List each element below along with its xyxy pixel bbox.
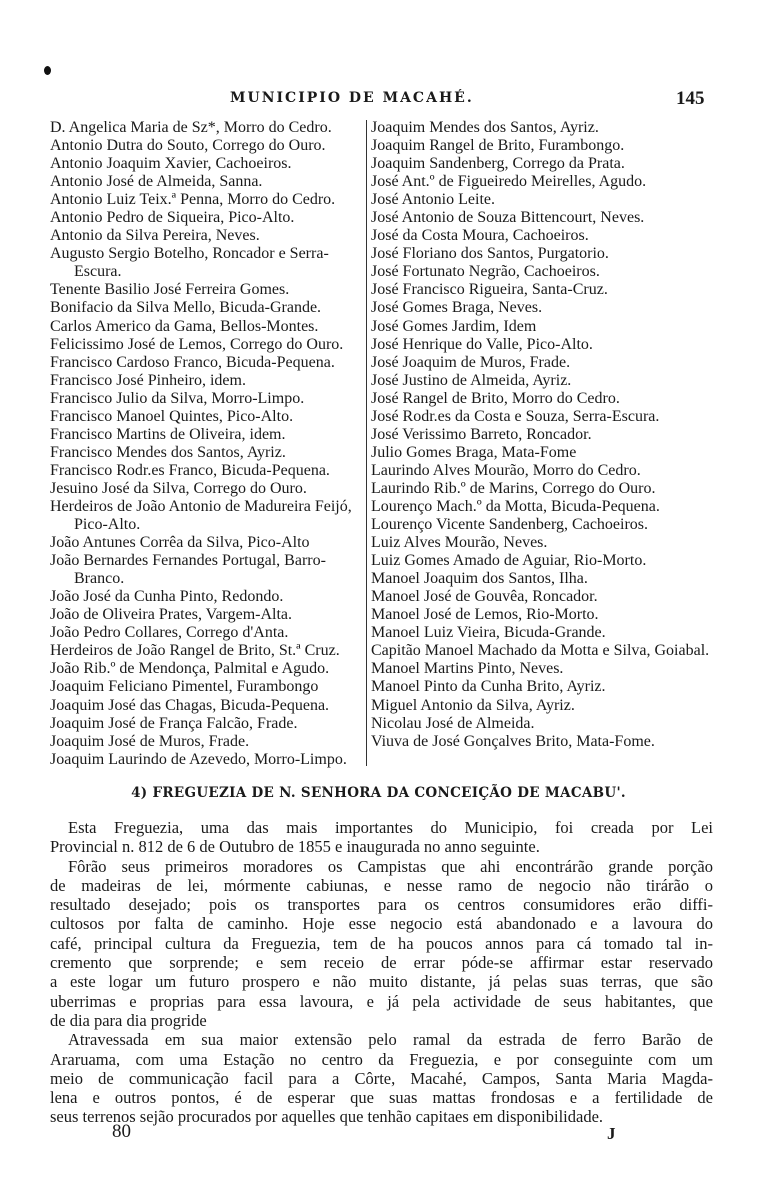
list-entry: Antonio Luiz Teix.ª Penna, Morro do Cedro. <box>50 191 336 209</box>
list-entry: Felicissimo José de Lemos, Corrego do Ouro. <box>50 335 344 353</box>
list-entry: Capitão Manoel Machado da Motta e Silva, Goiabal. <box>371 642 710 660</box>
list-entry: João de Oliveira Prates, Vargem-Alta. <box>50 606 293 624</box>
list-entry: Manoel Pinto da Cunha Brito, Ayriz. <box>371 678 606 696</box>
list-entry: João José da Cunha Pinto, Redondo. <box>50 588 284 606</box>
text-line: seus terrenos sejão procurados por aquelles que tenhão capitaes em disponibilidade. <box>50 1107 604 1127</box>
list-entry: Joaquim Mendes dos Santos, Ayriz. <box>371 119 599 136</box>
text-line: de madeiras de lei, mórmente cabiunas, e nesse ramo de negocio não tirárão o <box>50 875 713 895</box>
list-entry: José Gomes Jardim, Idem <box>371 317 537 335</box>
list-entry: Francisco Mendes dos Santos, Ayriz. <box>50 443 286 461</box>
list-entry: Joaquim José das Chagas, Bicuda-Pequena. <box>50 696 330 714</box>
list-entry: Joaquim José de França Falcão, Frade. <box>50 714 298 732</box>
list-entry: João Rib.º de Mendonça, Palmital e Agudo. <box>50 660 330 678</box>
list-entry: José Rodr.es da Costa e Souza, Serra-Escura. <box>371 407 660 425</box>
list-entry: Manoel Joaquim dos Santos, Ilha. <box>371 570 588 588</box>
list-entry: Antonio Joaquim Xavier, Cachoeiros. <box>50 155 292 173</box>
list-entry: Laurindo Alves Mourão, Morro do Cedro. <box>371 461 641 479</box>
list-entry: Julio Gomes Braga, Mata-Fome <box>371 443 577 461</box>
list-entry: José Rangel de Brito, Morro do Cedro. <box>371 389 620 407</box>
text-line: a este logar um futuro prospero e não muito distante, já pelas suas terras, que são <box>50 972 713 992</box>
list-entry: José Francisco Rigueira, Santa-Cruz. <box>371 281 608 299</box>
list-entry: José Floriano dos Santos, Purgatorio. <box>371 245 609 263</box>
text-line: de dia para dia progride <box>50 1010 207 1030</box>
list-entry: Francisco Rodr.es Franco, Bicuda-Pequena. <box>50 461 330 479</box>
list-entry: José da Costa Moura, Cachoeiros. <box>371 227 589 245</box>
section-body <box>50 818 713 1127</box>
signature-letter: J <box>607 1124 616 1143</box>
list-entry: José Henrique do Valle, Pico-Alto. <box>371 335 593 353</box>
list-entry: Carlos Americo da Gama, Bellos-Montes. <box>50 317 319 335</box>
list-entry: Joaquim Laurindo de Azevedo, Morro-Limpo. <box>50 750 347 768</box>
list-entry: Francisco Cardoso Franco, Bicuda-Pequena. <box>50 353 335 371</box>
list-entry: Francisco José Pinheiro, idem. <box>50 371 246 389</box>
list-entry: Francisco Martins de Oliveira, idem. <box>50 425 286 443</box>
list-entry: Bonifacio da Silva Mello, Bicuda-Grande. <box>50 299 322 317</box>
list-entry: Antonio da Silva Pereira, Neves. <box>50 227 260 245</box>
paragraph <box>50 1030 713 1126</box>
list-entry: José Verissimo Barreto, Roncador. <box>371 425 592 443</box>
list-entry: Viuva de José Gonçalves Brito, Mata-Fome. <box>371 732 655 750</box>
column-divider <box>366 120 367 766</box>
list-entry: José Joaquim de Muros, Frade. <box>371 353 571 371</box>
list-entry: José Ant.º de Figueiredo Meirelles, Agudo. <box>371 173 647 191</box>
list-entry: Miguel Antonio da Silva, Ayriz. <box>371 696 575 714</box>
list-entry: Nicolau José de Almeida. <box>371 714 535 732</box>
list-entry: Manoel José de Lemos, Rio-Morto. <box>371 606 599 624</box>
paragraph <box>50 857 713 1031</box>
list-entry: Manoel José de Gouvêa, Roncador. <box>371 588 598 606</box>
list-entry: Joaquim Rangel de Brito, Furambongo. <box>371 137 625 155</box>
list-entry: Laurindo Rib.º de Marins, Corrego do Ouro. <box>371 479 656 497</box>
right-column-list <box>371 119 716 751</box>
list-entry: João Antunes Corrêa da Silva, Pico-Alto <box>50 534 310 552</box>
list-entry: José Antonio Leite. <box>371 191 495 209</box>
list-entry: Antonio José de Almeida, Sanna. <box>50 173 263 191</box>
text-line: Esta Freguezia, uma das mais importantes do Municipio, foi creada por Lei <box>68 818 713 837</box>
text-line: cremento que sorprende; e sem receio de errar póde-se affirmar estar reservado <box>50 953 713 973</box>
list-entry: João Pedro Collares, Corrego d'Anta. <box>50 624 289 642</box>
signature-number: 80 <box>112 1121 131 1142</box>
list-entry: Joaquim Feliciano Pimentel, Furambongo <box>50 678 319 696</box>
list-entry: Lourenço Vicente Sandenberg, Cachoeiros. <box>371 516 649 534</box>
page-number: 145 <box>676 88 705 109</box>
list-entry: Herdeiros de João Antonio de Madureira Feijó, Pico-Alto. <box>50 497 352 534</box>
list-entry: Herdeiros de João Rangel de Brito, St.ª Cruz. <box>50 642 340 660</box>
text-line: Atravessada em sua maior extensão pelo ramal da estrada de ferro Barão de <box>68 1030 713 1050</box>
list-entry: José Justino de Almeida, Ayriz. <box>371 371 572 389</box>
text-line: café, principal cultura da Freguezia, tem de ha poucos annos para cá tomado tal in- <box>50 933 713 953</box>
text-line: cultosos por falta de caminho. Hoje esse negocio está abandonado e a lavoura do <box>50 914 713 934</box>
list-entry: Francisco Manoel Quintes, Pico-Alto. <box>50 407 294 425</box>
running-head: MUNICIPIO DE MACAHÉ. <box>230 90 474 106</box>
list-entry: José Antonio de Souza Bittencourt, Neves. <box>371 209 645 227</box>
list-entry: Luiz Gomes Amado de Aguiar, Rio-Morto. <box>371 552 647 570</box>
ink-dot <box>44 66 51 75</box>
text-line: resultado desejado; pois os transportes para os centros consumidores erão diffi- <box>50 895 713 915</box>
list-entry: Manoel Martins Pinto, Neves. <box>371 660 564 678</box>
list-entry: Lourenço Mach.º da Motta, Bicuda-Pequena. <box>371 497 660 515</box>
left-column-list <box>50 119 364 769</box>
list-entry: Manoel Luiz Vieira, Bicuda-Grande. <box>371 624 606 642</box>
text-line: meio de communicação facil para a Côrte, Macahé, Campos, Santa Maria Magda- <box>50 1068 713 1088</box>
text-line: Fôrão seus primeiros moradores os Campistas que ahi encontrárão grande porção <box>68 856 713 876</box>
list-entry: Augusto Sergio Botelho, Roncador e Serra-Escura. <box>50 245 329 281</box>
text-line: Provincial n. 812 de 6 de Outubro de 1855 e inaugurada no anno seguinte. <box>50 837 540 857</box>
list-entry: Joaquim Sandenberg, Corrego da Prata. <box>371 155 625 173</box>
list-entry: Antonio Pedro de Siqueira, Pico-Alto. <box>50 209 295 227</box>
list-entry: Tenente Basilio José Ferreira Gomes. <box>50 281 290 299</box>
list-entry: Francisco Julio da Silva, Morro-Limpo. <box>50 389 305 407</box>
list-entry: Antonio Dutra do Souto, Corrego do Ouro. <box>50 137 326 155</box>
section-heading: 4) FREGUEZIA DE N. SENHORA DA CONCEIÇÃO DE MACABU'. <box>131 785 626 801</box>
list-entry: Joaquim José de Muros, Frade. <box>50 732 250 750</box>
text-line: Araruama, com uma Estação no centro da Freguezia, e por conseguinte com um <box>50 1049 713 1069</box>
list-entry: João Bernardes Fernandes Portugal, Barro-Branco. <box>50 552 326 588</box>
text-line: uberrimas e proprias para essa lavoura, e já pela actividade de seus habitantes, que <box>50 991 713 1011</box>
paragraph <box>50 818 713 857</box>
list-entry: D. Angelica Maria de Sz*, Morro do Cedro. <box>50 119 332 136</box>
list-entry: Luiz Alves Mourão, Neves. <box>371 534 548 552</box>
list-entry: Jesuino José da Silva, Corrego do Ouro. <box>50 479 307 497</box>
list-entry: José Fortunato Negrão, Cachoeiros. <box>371 263 600 281</box>
text-line: lena e outros pontos, é de esperar que suas mattas frondosas e a fertilidade de <box>50 1088 713 1108</box>
list-entry: José Gomes Braga, Neves. <box>371 299 543 317</box>
